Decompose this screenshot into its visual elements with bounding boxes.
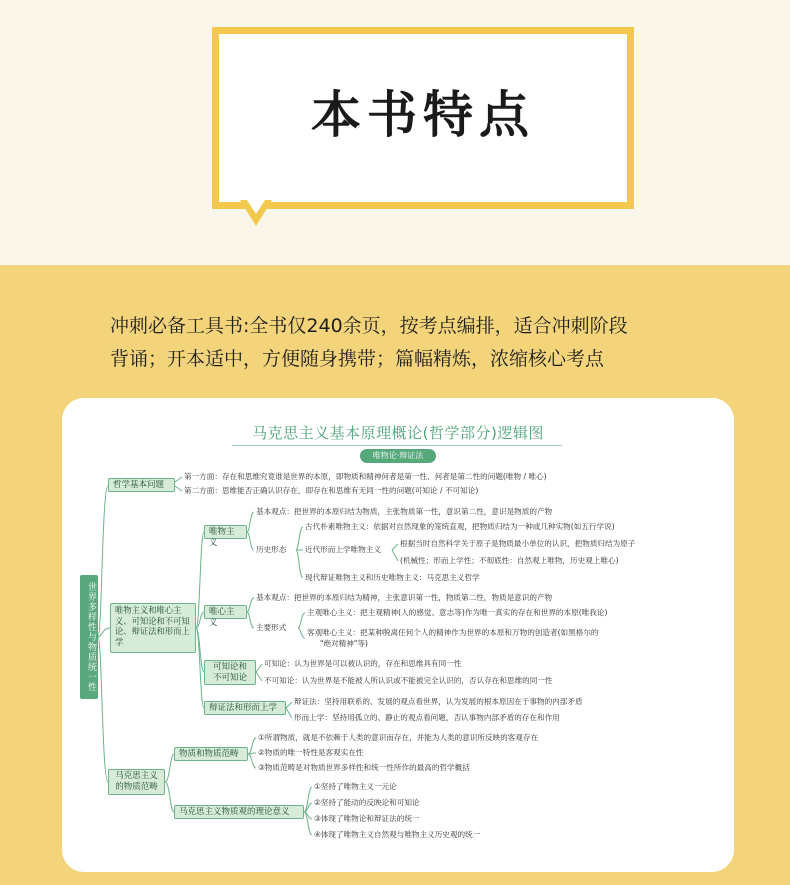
node-idealism: 唯心主义 [204, 605, 247, 619]
leaf-dialectics: 辩证法：坚持用联系的、发展的观点看世界，认为发展的根本原因在于事物的内部矛盾 [294, 697, 583, 706]
map-title-underline [232, 445, 562, 446]
leaf-idealism-basic: 基本观点：把世界的本原归结为精神，主张意识第一性，物质第二性，物质是意识的产物 [256, 593, 553, 602]
node-matter-significance: 马克思主义物质观的理论意义 [174, 805, 304, 819]
mindmap-card [62, 398, 734, 872]
leaf-matter-1: ①所谓物质，就是不依赖于人类的意识而存在，并能为人类的意识所反映的客观存在 [258, 733, 539, 742]
leaf-materialism-forms: 历史形态 [256, 545, 287, 554]
leaf-matter-3: ③物质范畴是对物质世界多样性和统一性所作的最高的哲学概括 [258, 763, 470, 772]
intro-text [110, 310, 730, 376]
node-knowability: 可知论和不可知论 [204, 660, 256, 685]
leaf-significance-3: ③体现了唯物论和辩证法的统一 [314, 814, 420, 823]
intro-line-2: 背诵；开本适中，方便随身携带；篇幅精炼，浓缩核心考点 [110, 348, 605, 370]
node-dialectics: 辩证法和形而上学 [204, 701, 286, 715]
intro-line-1: 冲刺必备工具书:全书仅240余页，按考点编排，适合冲刺阶段 [110, 315, 628, 337]
leaf-dialectical-materialism: 现代辩证唯物主义和历史唯物主义：马克思主义哲学 [305, 573, 480, 582]
leaf-idealism-forms: 主要形式 [256, 623, 287, 632]
leaf-significance-2: ②坚持了能动的反映论和可知论 [314, 798, 420, 807]
speech-tail-inner [247, 200, 265, 214]
leaf-objective-idealism-1: 客观唯心主义：把某种脱离任何个人的精神作为世界的本原和万物的创造者(如黑格尔的 [307, 628, 599, 637]
leaf-modern-2: (机械性；形而上学性；不彻底性：自然观上唯物，历史观上唯心) [400, 556, 619, 565]
leaf-significance-4: ④体现了唯物主义自然观与唯物主义历史观的统一 [314, 830, 481, 839]
node-materialism-idealism: 唯物主义和唯心主义、可知论和不可知论、辩证法和形而上学 [110, 603, 196, 653]
leaf-unknowable: 不可知论：认为世界是不能被人所认识或不能被完全认识的，否认存在和思维的同一性 [264, 676, 553, 685]
leaf-matter-2: ②物质的唯一特性是客观实在性 [258, 748, 364, 757]
leaf-knowable: 可知论：认为世界是可以被认识的，存在和思维具有同一性 [264, 659, 462, 668]
leaf-philosophy-b: 第二方面：思维能否正确认识存在，即存在和思维有无同一性的问题(可知论 / 不可知论) [184, 486, 479, 495]
leaf-ancient-materialism: 古代朴素唯物主义：依据对自然现象的笼统直观，把物质归结为一种或几种实物(如五行学说) [305, 522, 615, 531]
leaf-significance-1: ①坚持了唯物主义一元论 [314, 782, 397, 791]
map-title: 马克思主义基本原理概论(哲学部分)逻辑图 [252, 424, 544, 442]
leaf-objective-idealism-2: "绝对精神"等) [320, 639, 368, 648]
node-matter-category: 马克思主义的物质范畴 [108, 769, 165, 795]
leaf-modern-materialism: 近代形而上学唯物主义 [305, 545, 381, 554]
map-subtitle: 唯物论·辩证法 [360, 449, 436, 463]
leaf-modern-1: 根据当时自然科学关于原子是物质最小单位的认识，把物质归结为原子 [400, 539, 636, 548]
node-philosophy-question: 哲学基本问题 [108, 478, 175, 492]
root-node: 世界多样性与物质统一性 [80, 575, 98, 699]
leaf-materialism-basic: 基本观点：把世界的本原归结为物质，主张物质第一性，意识第二性，意识是物质的产物 [256, 507, 553, 516]
leaf-subjective-idealism: 主观唯心主义：把主观精神(人的感觉、意志等)作为唯一真实的存在和世界的本原(唯我论) [307, 608, 608, 617]
leaf-philosophy-a: 第一方面：存在和思维究竟谁是世界的本原，即物质和精神何者是第一性、何者是第二性的问题(唯物 / 唯心) [184, 472, 547, 481]
node-materialism: 唯物主义 [204, 525, 247, 539]
leaf-metaphysics: 形而上学：坚持用孤立的、静止的观点看问题，否认事物内部矛盾的存在和作用 [294, 713, 560, 722]
node-matter-and-category: 物质和物质范畴 [174, 747, 248, 761]
page-title: 本书特点 [311, 85, 535, 144]
